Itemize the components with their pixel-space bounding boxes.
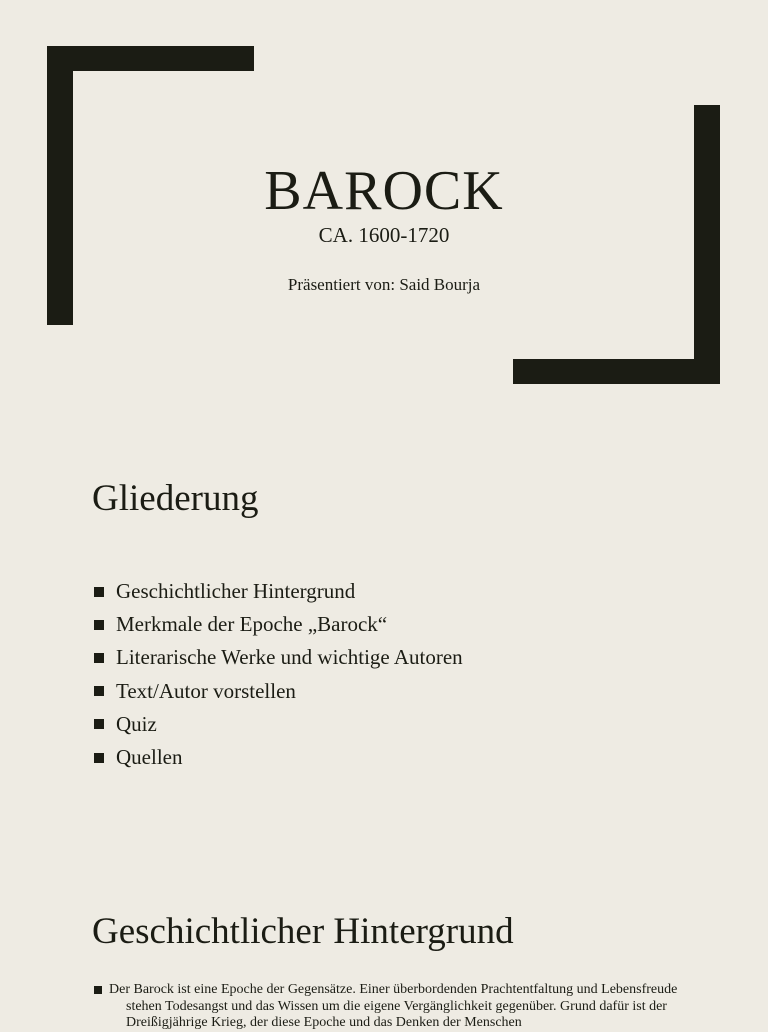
square-bullet-icon: [94, 587, 104, 597]
outline-item: [92, 708, 463, 741]
presenter-line: Präsentiert von: Said Bourja: [287, 275, 481, 294]
outline-item-label: Quiz: [116, 711, 157, 736]
title-slide: [0, 0, 768, 430]
frame-corner-bottom-right-horizontal: [513, 359, 720, 384]
square-bullet-icon: [94, 686, 104, 696]
outline-item: [92, 608, 463, 641]
outline-slide: [0, 430, 768, 860]
history-slide: [0, 860, 768, 1030]
outline-list: [92, 575, 463, 774]
square-bullet-icon: [94, 653, 104, 663]
square-bullet-icon: [94, 719, 104, 729]
outline-item-label: Literarische Werke und wichtige Autoren: [116, 645, 463, 670]
outline-item: [92, 641, 463, 674]
outline-item: [92, 741, 463, 774]
presentation-title: BAROCK: [264, 160, 504, 222]
square-bullet-icon: [94, 986, 102, 994]
history-paragraph: [94, 982, 684, 1032]
outline-item-label: Text/Autor vorstellen: [116, 678, 296, 703]
outline-item-label: Merkmale der Epoche „Barock“: [116, 612, 388, 637]
frame-corner-top-left-horizontal: [47, 46, 254, 71]
outline-item: [92, 675, 463, 708]
square-bullet-icon: [94, 753, 104, 763]
history-heading: Geschichtlicher Hintergrund: [92, 911, 514, 952]
history-paragraph-text: Der Barock ist eine Epoche der Gegensätze. Einer überbordenden Prachtentfaltung und Lebensfreude stehen Todesangst und das Wissen um die eigene Vergänglichkeit gegenüber. Grund dafür ist der Dreißigjährige Krieg, der diese Epoche und das Denken der Menschen: [109, 982, 678, 1030]
outline-item: [92, 575, 463, 608]
outline-item-label: Quellen: [116, 745, 183, 770]
square-bullet-icon: [94, 620, 104, 630]
outline-heading: Gliederung: [92, 478, 259, 519]
presentation-subtitle: CA. 1600-1720: [318, 223, 450, 247]
outline-item-label: Geschichtlicher Hintergrund: [116, 579, 356, 604]
